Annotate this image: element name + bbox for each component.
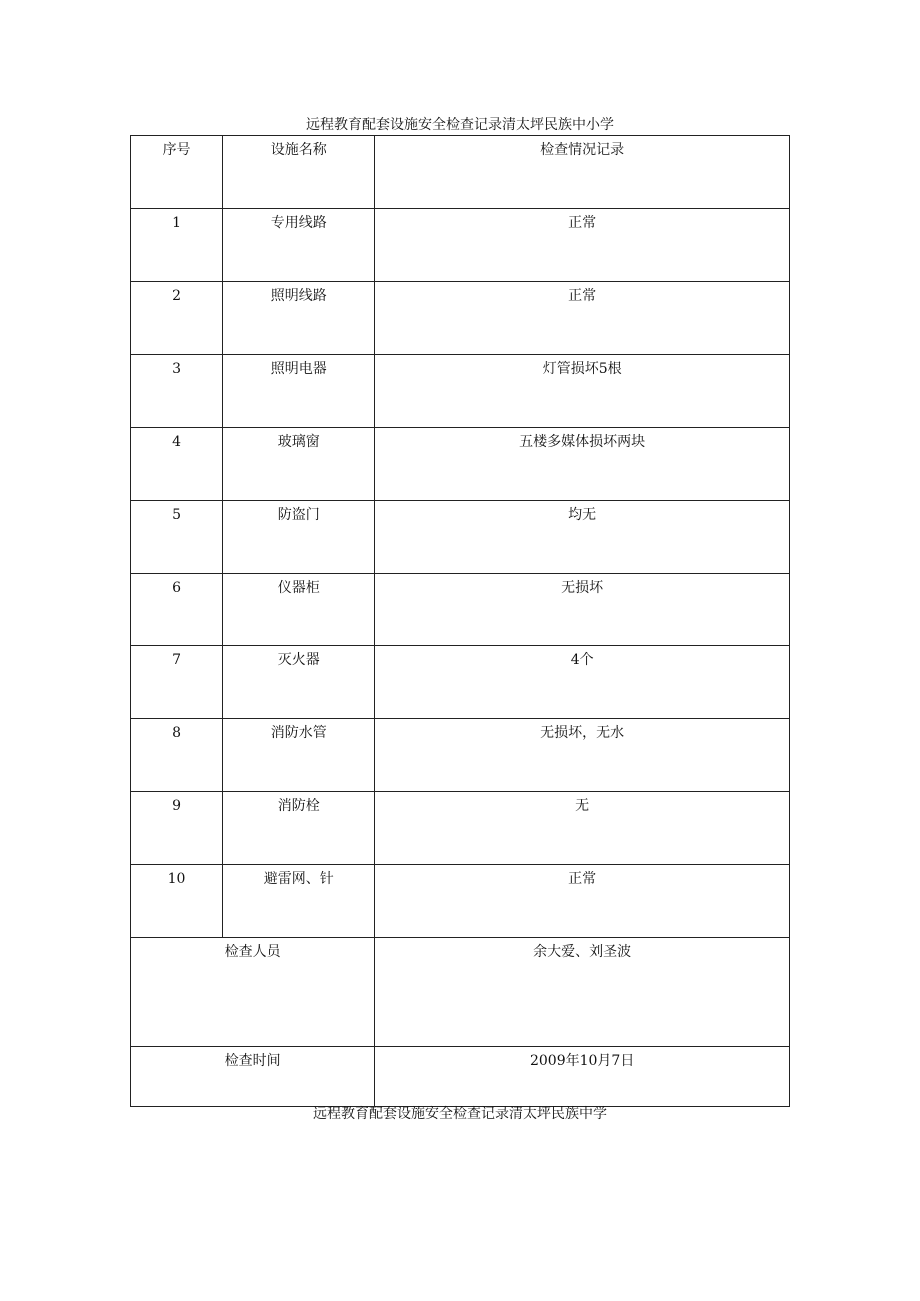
- row-facility-name: 仪器柜: [223, 574, 375, 646]
- row-no: 2: [131, 282, 223, 355]
- inspector-label: 检查人员: [131, 938, 375, 1047]
- table-row: [131, 865, 790, 938]
- row-inspection-result: 灯管损坏5根: [375, 355, 790, 428]
- row-inspection-result: 正常: [375, 282, 790, 355]
- row-inspection-result: 无损坏，无水: [375, 719, 790, 792]
- header-inspection-result: 检查情况记录: [375, 136, 790, 209]
- row-no: 8: [131, 719, 223, 792]
- row-no: 10: [131, 865, 223, 938]
- inspector-row: [131, 938, 790, 1047]
- row-no: 4: [131, 428, 223, 501]
- table-row: [131, 355, 790, 428]
- table-row: [131, 282, 790, 355]
- table-row: [131, 646, 790, 719]
- inspection-record-table: [130, 135, 790, 1107]
- row-no: 3: [131, 355, 223, 428]
- row-inspection-result: 4个: [375, 646, 790, 719]
- row-facility-name: 消防栓: [223, 792, 375, 865]
- row-inspection-result: 正常: [375, 209, 790, 282]
- row-facility-name: 灭火器: [223, 646, 375, 719]
- row-facility-name: 消防水管: [223, 719, 375, 792]
- table-row: [131, 209, 790, 282]
- table-row: [131, 574, 790, 646]
- row-inspection-result: 正常: [375, 865, 790, 938]
- row-no: 9: [131, 792, 223, 865]
- inspection-date-value: 2009年10月7日: [375, 1047, 790, 1107]
- table-header-row: [131, 136, 790, 209]
- row-no: 5: [131, 501, 223, 574]
- row-inspection-result: 均无: [375, 501, 790, 574]
- table-row: [131, 501, 790, 574]
- inspector-value: 余大爱、刘圣波: [375, 938, 790, 1047]
- row-facility-name: 防盗门: [223, 501, 375, 574]
- row-facility-name: 玻璃窗: [223, 428, 375, 501]
- row-facility-name: 照明线路: [223, 282, 375, 355]
- row-no: 7: [131, 646, 223, 719]
- header-facility-name: 设施名称: [223, 136, 375, 209]
- row-no: 6: [131, 574, 223, 646]
- document-footer: 远程教育配套设施安全检查记录清太坪民族中学: [313, 1106, 607, 1122]
- row-inspection-result: 五楼多媒体损坏两块: [375, 428, 790, 501]
- inspection-date-label: 检查时间: [131, 1047, 375, 1107]
- row-facility-name: 专用线路: [223, 209, 375, 282]
- row-facility-name: 照明电器: [223, 355, 375, 428]
- row-no: 1: [131, 209, 223, 282]
- header-no: 序号: [131, 136, 223, 209]
- table-row: [131, 792, 790, 865]
- row-inspection-result: 无损坏: [375, 574, 790, 646]
- inspection-date-row: [131, 1047, 790, 1107]
- table-row: [131, 719, 790, 792]
- row-inspection-result: 无: [375, 792, 790, 865]
- document-title: 远程教育配套设施安全检查记录清太坪民族中小学: [306, 117, 614, 133]
- row-facility-name: 避雷网、针: [223, 865, 375, 938]
- table-row: [131, 428, 790, 501]
